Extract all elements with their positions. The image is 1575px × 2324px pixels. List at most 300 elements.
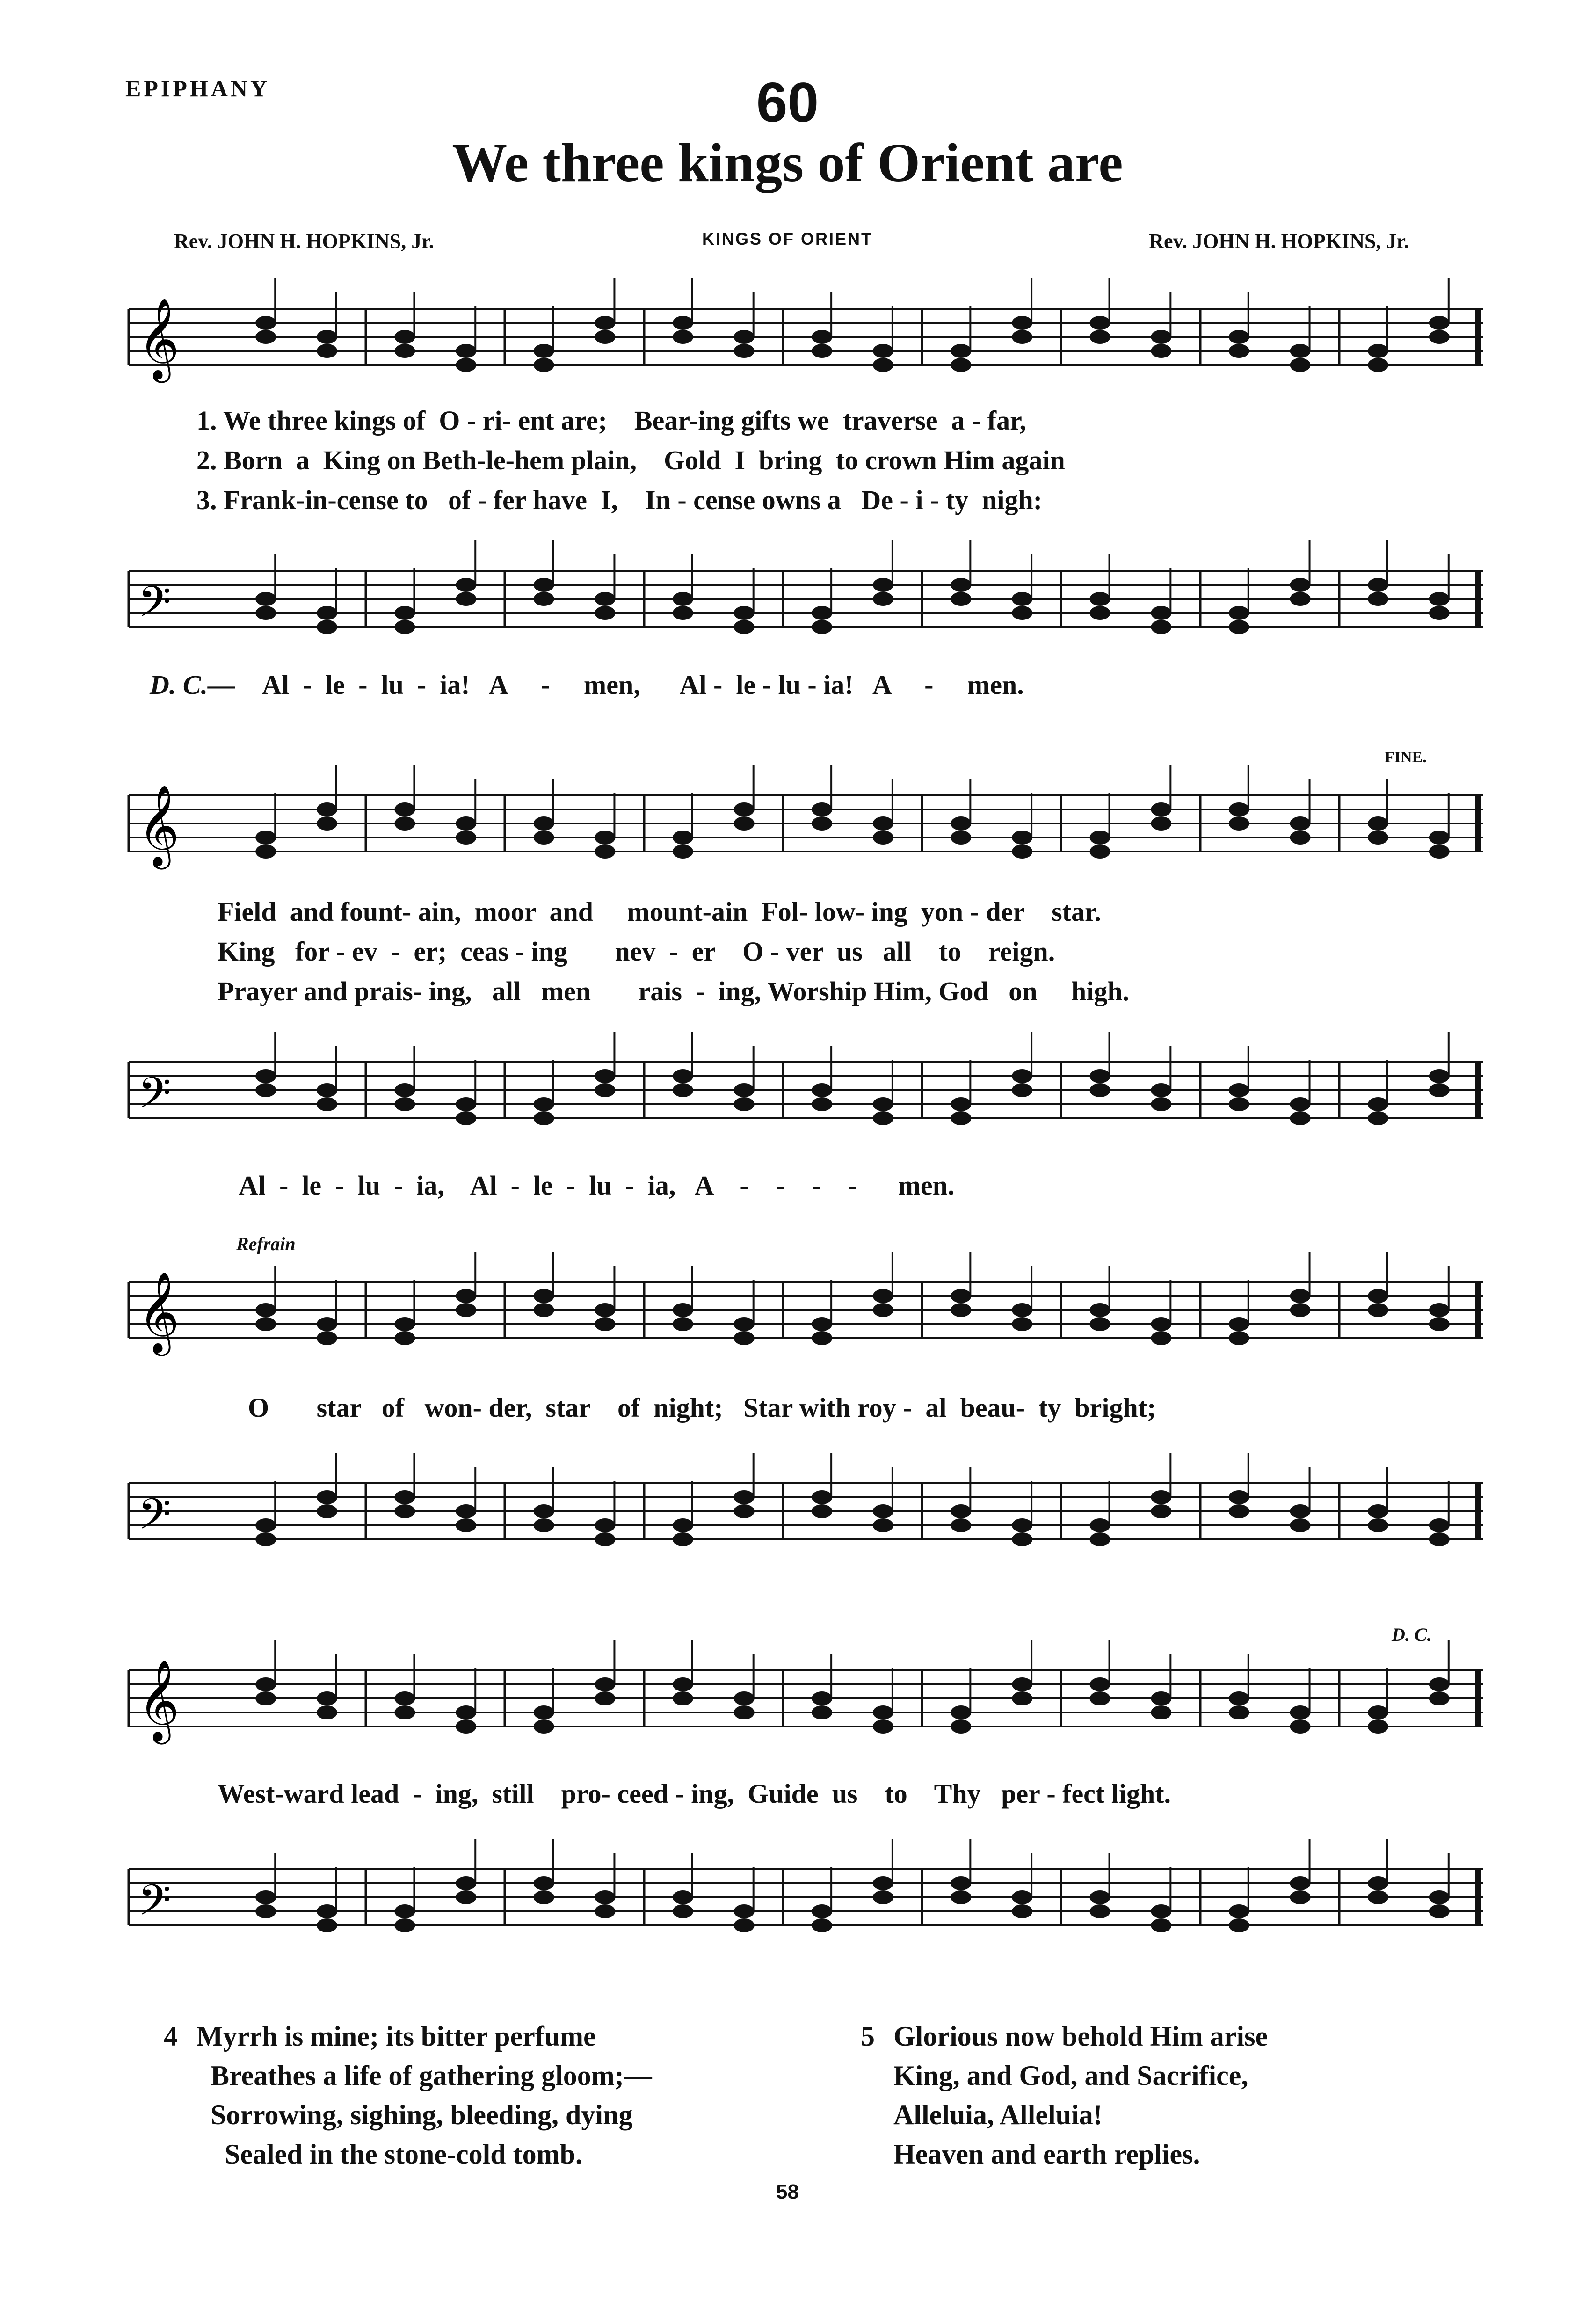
note-head — [394, 802, 415, 816]
note-head — [456, 831, 476, 845]
note-head — [595, 606, 615, 620]
stanza-line: Sealed in the stone-cold tomb. — [225, 2139, 582, 2170]
note-head — [734, 1331, 755, 1345]
note-head — [1290, 1504, 1311, 1518]
note-head — [951, 1719, 971, 1734]
note-head — [1229, 1331, 1249, 1345]
note-head — [255, 1691, 276, 1705]
hymn-number: 60 — [756, 71, 819, 134]
note-head — [1151, 620, 1171, 634]
note-head — [1429, 1890, 1450, 1904]
note-head — [1229, 1705, 1249, 1719]
note-head — [595, 1069, 615, 1083]
note-head — [1151, 1490, 1171, 1504]
dc-marking: D. C. — [1392, 1624, 1432, 1645]
note-head — [534, 1518, 554, 1532]
note-head — [1012, 1677, 1032, 1691]
note-head — [1151, 344, 1171, 358]
note-head — [1090, 845, 1110, 859]
note-head — [812, 1331, 832, 1345]
note-head — [673, 1069, 693, 1083]
note-head — [456, 1303, 476, 1317]
note-head — [812, 816, 832, 831]
stanza-line: Breathes a life of gathering gloom;— — [210, 2060, 652, 2091]
note-head — [394, 606, 415, 620]
note-head — [951, 1518, 971, 1532]
bass-staff — [129, 552, 1483, 646]
note-head — [1090, 1691, 1110, 1705]
bass-clef-icon: 𝄢 — [138, 1068, 171, 1128]
note-head — [1090, 330, 1110, 344]
note-head — [595, 592, 615, 606]
note-head — [734, 330, 755, 344]
note-head — [317, 1705, 337, 1719]
note-head — [456, 1876, 476, 1890]
note-head — [1290, 358, 1311, 372]
note-head — [595, 831, 615, 845]
note-head — [1290, 1518, 1311, 1532]
note-head — [394, 1097, 415, 1111]
note-head — [1090, 1677, 1110, 1691]
note-head — [951, 1289, 971, 1303]
note-head — [1012, 831, 1032, 845]
note-head — [255, 1303, 276, 1317]
note-head — [534, 358, 554, 372]
note-head — [394, 1504, 415, 1518]
note-head — [734, 816, 755, 831]
note-head — [456, 344, 476, 358]
refrain-lyric-line-1: O star of won- der, star of night; Star with roy - al beau- ty bright; — [248, 1392, 1156, 1423]
note-head — [317, 1331, 337, 1345]
note-head — [1429, 606, 1450, 620]
note-head — [394, 1331, 415, 1345]
note-head — [873, 1876, 893, 1890]
note-head — [1012, 592, 1032, 606]
note-head — [1290, 1097, 1311, 1111]
stanza-line: Glorious now behold Him arise — [893, 2021, 1268, 2052]
note-head — [1290, 1719, 1311, 1734]
note-head — [734, 802, 755, 816]
stanza-number: 5 — [861, 2021, 875, 2052]
note-head — [812, 620, 832, 634]
bass-clef-icon: 𝄢 — [138, 1875, 171, 1935]
section-label: EPIPHANY — [125, 75, 270, 102]
stanza-line: Alleluia, Alleluia! — [893, 2099, 1103, 2130]
note-head — [1090, 1532, 1110, 1546]
note-head — [255, 1069, 276, 1083]
note-head — [1229, 620, 1249, 634]
note-head — [317, 1083, 337, 1097]
note-head — [1090, 1303, 1110, 1317]
note-head — [1368, 358, 1388, 372]
note-head — [951, 1303, 971, 1317]
note-head — [673, 1083, 693, 1097]
note-head — [1229, 1490, 1249, 1504]
note-head — [1090, 1317, 1110, 1331]
note-head — [1229, 802, 1249, 816]
note-head — [1290, 1289, 1311, 1303]
note-head — [456, 578, 476, 592]
note-head — [534, 592, 554, 606]
note-head — [734, 1490, 755, 1504]
note-head — [1429, 1303, 1450, 1317]
note-head — [1429, 1518, 1450, 1532]
stanza-line: Heaven and earth replies. — [893, 2139, 1200, 2170]
note-head — [673, 330, 693, 344]
note-head — [1290, 816, 1311, 831]
note-head — [534, 578, 554, 592]
note-head — [1012, 1317, 1032, 1331]
note-head — [595, 845, 615, 859]
note-head — [394, 1083, 415, 1097]
note-head — [673, 1904, 693, 1918]
note-head — [394, 1691, 415, 1705]
note-head — [1229, 1918, 1249, 1932]
note-head — [1090, 1890, 1110, 1904]
note-head — [734, 1691, 755, 1705]
note-head — [673, 1518, 693, 1532]
note-head — [1229, 1504, 1249, 1518]
note-head — [1090, 316, 1110, 330]
note-head — [951, 1504, 971, 1518]
note-head — [534, 1289, 554, 1303]
note-head — [255, 1083, 276, 1097]
note-head — [1368, 1719, 1388, 1734]
note-head — [394, 816, 415, 831]
note-head — [812, 1097, 832, 1111]
note-head — [734, 344, 755, 358]
note-head — [1429, 330, 1450, 344]
note-head — [734, 606, 755, 620]
note-head — [873, 1111, 893, 1125]
note-head — [1090, 1518, 1110, 1532]
note-head — [812, 1918, 832, 1932]
note-head — [1368, 1705, 1388, 1719]
note-head — [1012, 316, 1032, 330]
note-head — [1090, 1069, 1110, 1083]
note-head — [734, 1918, 755, 1932]
note-head — [534, 816, 554, 831]
note-head — [812, 1904, 832, 1918]
note-head — [255, 1532, 276, 1546]
note-head — [1290, 592, 1311, 606]
note-head — [255, 330, 276, 344]
note-head — [1429, 316, 1450, 330]
note-head — [673, 606, 693, 620]
note-head — [394, 620, 415, 634]
note-head — [1229, 1317, 1249, 1331]
note-head — [595, 1317, 615, 1331]
note-head — [1012, 606, 1032, 620]
note-head — [873, 831, 893, 845]
note-head — [1368, 1518, 1388, 1532]
note-head — [456, 1289, 476, 1303]
note-head — [1012, 1083, 1032, 1097]
note-head — [873, 1303, 893, 1317]
note-head — [1429, 1317, 1450, 1331]
note-head — [534, 1719, 554, 1734]
note-head — [812, 1504, 832, 1518]
note-head — [873, 1890, 893, 1904]
note-head — [1368, 592, 1388, 606]
note-head — [1012, 1691, 1032, 1705]
note-head — [595, 330, 615, 344]
note-head — [317, 1504, 337, 1518]
note-head — [1368, 1890, 1388, 1904]
note-head — [456, 358, 476, 372]
note-head — [534, 1504, 554, 1518]
note-head — [812, 1083, 832, 1097]
note-head — [595, 1890, 615, 1904]
note-head — [1290, 344, 1311, 358]
refrain-lyric-line-2: West-ward lead - ing, still pro- ceed - ing, Guide us to Thy per - fect light. — [218, 1778, 1171, 1809]
note-head — [1151, 1083, 1171, 1097]
note-head — [1429, 845, 1450, 859]
note-head — [1151, 1904, 1171, 1918]
note-head — [951, 592, 971, 606]
note-head — [1090, 1083, 1110, 1097]
note-head — [255, 1317, 276, 1331]
note-head — [1229, 1691, 1249, 1705]
note-head — [673, 1691, 693, 1705]
note-head — [595, 1303, 615, 1317]
note-head — [456, 1518, 476, 1532]
note-head — [873, 1289, 893, 1303]
note-head — [456, 1890, 476, 1904]
fine-marking: FINE. — [1385, 749, 1427, 766]
note-head — [734, 1904, 755, 1918]
treble-clef-icon: 𝄞 — [138, 1271, 180, 1353]
note-head — [812, 344, 832, 358]
note-head — [951, 344, 971, 358]
note-head — [951, 1876, 971, 1890]
bass-staff — [129, 1850, 1483, 1944]
note-head — [1090, 1904, 1110, 1918]
note-head — [394, 1918, 415, 1932]
bass-staff — [129, 1464, 1483, 1558]
note-head — [873, 578, 893, 592]
note-head — [673, 1890, 693, 1904]
note-head — [456, 1504, 476, 1518]
words-credit: Rev. JOHN H. HOPKINS, Jr. — [174, 230, 434, 253]
note-head — [394, 1904, 415, 1918]
note-head — [812, 1705, 832, 1719]
verse-2-line-a: 2. Born a King on Beth-le-hem plain, Gold I bring to crown Him again — [196, 445, 1065, 475]
note-head — [456, 1705, 476, 1719]
note-head — [1151, 1317, 1171, 1331]
note-head — [534, 831, 554, 845]
note-head — [1290, 1876, 1311, 1890]
note-head — [812, 1317, 832, 1331]
note-head — [734, 620, 755, 634]
stanza-number: 4 — [164, 2021, 178, 2052]
note-head — [317, 1918, 337, 1932]
note-head — [673, 1532, 693, 1546]
note-head — [1151, 1705, 1171, 1719]
note-head — [534, 1111, 554, 1125]
note-head — [456, 1111, 476, 1125]
note-head — [734, 1317, 755, 1331]
note-head — [1290, 1303, 1311, 1317]
note-head — [317, 802, 337, 816]
note-head — [1368, 1097, 1388, 1111]
note-head — [1090, 592, 1110, 606]
note-head — [1429, 592, 1450, 606]
note-head — [317, 1317, 337, 1331]
note-head — [1368, 816, 1388, 831]
note-head — [951, 816, 971, 831]
note-head — [873, 592, 893, 606]
note-head — [1429, 1677, 1450, 1691]
note-head — [1151, 1331, 1171, 1345]
verse-2-line-b: King for - ev - er; ceas - ing nev - er O - ver us all to reign. — [218, 936, 1055, 967]
note-head — [1368, 1504, 1388, 1518]
note-head — [1429, 1691, 1450, 1705]
stanza-line: King, and God, and Sacrifice, — [893, 2060, 1248, 2091]
stanza-5 — [861, 2017, 1268, 2174]
note-head — [951, 1890, 971, 1904]
note-head — [317, 1691, 337, 1705]
note-head — [1012, 845, 1032, 859]
note-head — [456, 1097, 476, 1111]
note-head — [317, 606, 337, 620]
note-head — [1368, 831, 1388, 845]
note-head — [1368, 1303, 1388, 1317]
note-head — [1012, 1532, 1032, 1546]
note-head — [673, 592, 693, 606]
note-head — [1290, 1111, 1311, 1125]
note-head — [734, 1705, 755, 1719]
treble-staff — [129, 777, 1483, 870]
note-head — [873, 1518, 893, 1532]
treble-clef-icon: 𝄞 — [138, 785, 180, 866]
stanza-4 — [164, 2017, 652, 2174]
bass-clef-icon: 𝄢 — [138, 577, 171, 637]
note-head — [255, 831, 276, 845]
note-head — [534, 1890, 554, 1904]
note-head — [812, 1691, 832, 1705]
note-head — [394, 1317, 415, 1331]
tune-name: KINGS OF ORIENT — [702, 229, 873, 248]
verse-1-line-b: Field and fount- ain, moor and mount-ain Fol- low- ing yon - der star. — [218, 896, 1101, 927]
note-head — [456, 1719, 476, 1734]
note-head — [255, 1518, 276, 1532]
note-head — [1368, 578, 1388, 592]
note-head — [394, 1705, 415, 1719]
note-head — [812, 606, 832, 620]
note-head — [734, 1504, 755, 1518]
note-head — [255, 1890, 276, 1904]
note-head — [595, 316, 615, 330]
note-head — [1290, 578, 1311, 592]
note-head — [673, 1317, 693, 1331]
hymn-title: We three kings of Orient are — [452, 132, 1123, 193]
note-head — [1229, 1097, 1249, 1111]
treble-clef-icon: 𝄞 — [138, 298, 180, 379]
note-head — [394, 1490, 415, 1504]
note-head — [1151, 330, 1171, 344]
stanza-line: Myrrh is mine; its bitter perfume — [196, 2021, 596, 2052]
note-head — [1151, 802, 1171, 816]
note-head — [534, 1097, 554, 1111]
note-head — [734, 1097, 755, 1111]
note-head — [1229, 606, 1249, 620]
note-head — [534, 1705, 554, 1719]
refrain-text-a: Al - le - lu - ia! A - men, Al - le - lu - ia! A - men. — [262, 670, 1024, 700]
note-head — [317, 344, 337, 358]
note-head — [255, 592, 276, 606]
note-head — [456, 816, 476, 831]
note-head — [255, 845, 276, 859]
note-head — [1368, 1876, 1388, 1890]
note-head — [1290, 831, 1311, 845]
stanza-line: Sorrowing, sighing, bleeding, dying — [210, 2099, 633, 2130]
treble-staff — [129, 1263, 1483, 1357]
note-head — [317, 1904, 337, 1918]
verse-1-line-a: 1. We three kings of O - ri- ent are; Bear-ing gifts we traverse a - far, — [196, 405, 1026, 436]
note-head — [1368, 1289, 1388, 1303]
note-head — [1229, 330, 1249, 344]
note-head — [873, 1504, 893, 1518]
verse-3-line-a: 3. Frank-in-cense to of - fer have I, In - cense owns a De - i - ty nigh: — [196, 485, 1043, 515]
treble-clef-icon: 𝄞 — [138, 1660, 180, 1741]
note-head — [812, 330, 832, 344]
note-head — [673, 1677, 693, 1691]
note-head — [534, 1303, 554, 1317]
note-head — [1429, 1069, 1450, 1083]
note-head — [873, 1097, 893, 1111]
note-head — [673, 845, 693, 859]
note-head — [1429, 1083, 1450, 1097]
note-head — [1012, 1890, 1032, 1904]
note-head — [1090, 831, 1110, 845]
verse-3-line-b: Prayer and prais- ing, all men rais - ing, Worship Him, God on high. — [218, 976, 1130, 1006]
bass-staff — [129, 1043, 1483, 1137]
treble-staff — [129, 290, 1483, 384]
note-head — [394, 344, 415, 358]
note-head — [951, 831, 971, 845]
note-head — [255, 316, 276, 330]
note-head — [1012, 330, 1032, 344]
note-head — [1090, 606, 1110, 620]
note-head — [255, 606, 276, 620]
note-head — [812, 1490, 832, 1504]
note-head — [873, 1719, 893, 1734]
note-head — [595, 1532, 615, 1546]
note-head — [1229, 1904, 1249, 1918]
note-head — [1368, 344, 1388, 358]
note-head — [317, 816, 337, 831]
note-head — [1151, 606, 1171, 620]
note-head — [317, 330, 337, 344]
note-head — [951, 578, 971, 592]
note-head — [1429, 1532, 1450, 1546]
music-credit: Rev. JOHN H. HOPKINS, Jr. — [1149, 230, 1409, 253]
note-head — [1012, 1518, 1032, 1532]
refrain-text-b: Al - le - lu - ia, Al - le - lu - ia, A - - - - men. — [239, 1170, 955, 1201]
note-head — [673, 1303, 693, 1317]
note-head — [255, 1904, 276, 1918]
note-head — [1151, 1691, 1171, 1705]
dc-refrain-text-a: D. C.— — [150, 670, 235, 700]
note-head — [595, 1677, 615, 1691]
note-head — [1012, 1303, 1032, 1317]
note-head — [534, 344, 554, 358]
note-head — [873, 344, 893, 358]
note-head — [951, 1097, 971, 1111]
note-head — [951, 358, 971, 372]
note-head — [317, 1490, 337, 1504]
